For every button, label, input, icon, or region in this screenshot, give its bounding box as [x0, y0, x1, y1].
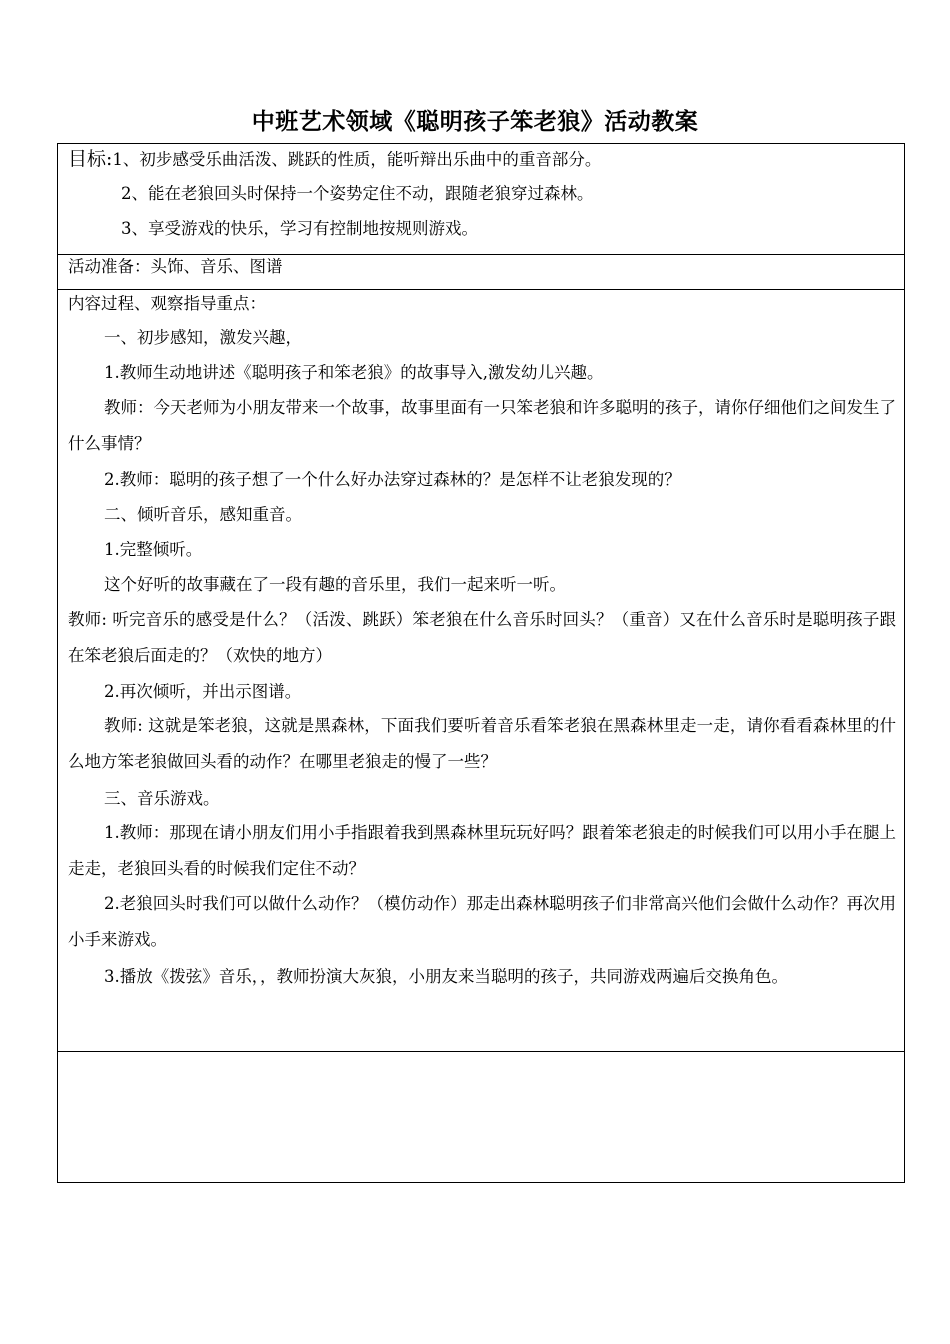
paragraph: 1.教师生动地讲述《聪明孩子和笨老狼》的故事导入,激发幼儿兴趣。: [104, 363, 604, 382]
goal-item: 3、享受游戏的快乐，学习有控制地按规则游戏。: [121, 219, 478, 238]
document-title: 中班艺术领域《聪明孩子笨老狼》活动教案: [251, 108, 699, 135]
goals-row-1: [68, 149, 601, 170]
paragraph: 2.老狼回头时我们可以做什么动作？（模仿动作）那走出森林聪明孩子们非常高兴他们会做什么动作？再次用小手来游戏。: [68, 894, 896, 949]
paragraph: 教师: 这就是笨老狼，这就是黑森林，下面我们要听着音乐看笨老狼在黑森林里走一走，请你看看森林里的什么地方笨老狼做回头看的动作？在哪里老狼走的慢了一些？: [68, 716, 896, 771]
paragraph: 2.再次倾听，并出示图谱。: [104, 682, 302, 701]
paragraph: 教师：今天老师为小朋友带来一个故事，故事里面有一只笨老狼和许多聪明的孩子，请你仔细他们之间发生了什么事情？: [68, 398, 896, 453]
paragraph: 2.教师：聪明的孩子想了一个什么好办法穿过森林的？是怎样不让老狼发现的？: [104, 470, 681, 489]
section-heading: 一、初步感知，激发兴趣，: [104, 328, 302, 347]
section-heading: 三、音乐游戏。: [104, 789, 220, 808]
goals-label: 目标:: [68, 148, 113, 170]
paragraph: 这个好听的故事藏在了一段有趣的音乐里，我们一起来听一听。: [104, 575, 566, 594]
paragraph: 教师: 听完音乐的感受是什么？（活泼、跳跃）笨老狼在什么音乐时回头？（重音）又在什么音乐时是聪明孩子跟在笨老狼后面走的？（欢快的地方）: [68, 610, 896, 665]
process-heading: 内容过程、观察指导重点：: [68, 294, 266, 313]
paragraph: 1.完整倾听。: [104, 540, 203, 559]
paragraph: 3.播放《拨弦》音乐，，教师扮演大灰狼，小朋友来当聪明的孩子，共同游戏两遍后交换角色。: [104, 967, 788, 986]
goal-item: 2、能在老狼回头时保持一个姿势定住不动，跟随老狼穿过森林。: [121, 184, 594, 203]
goal-item: 1、初步感受乐曲活泼、跳跃的性质，能听辩出乐曲中的重音部分。: [112, 150, 602, 169]
paragraph: 1.教师：那现在请小朋友们用小手指跟着我到黑森林里玩玩好吗？跟着笨老狼走的时候我们可以用小手在腿上走走，老狼回头看的时候我们定住不动？: [68, 823, 896, 878]
section-heading: 二、倾听音乐，感知重音。: [104, 505, 302, 524]
notes-section: [57, 1051, 905, 1183]
preparation-text: 活动准备：头饰、音乐、图谱: [68, 257, 283, 276]
